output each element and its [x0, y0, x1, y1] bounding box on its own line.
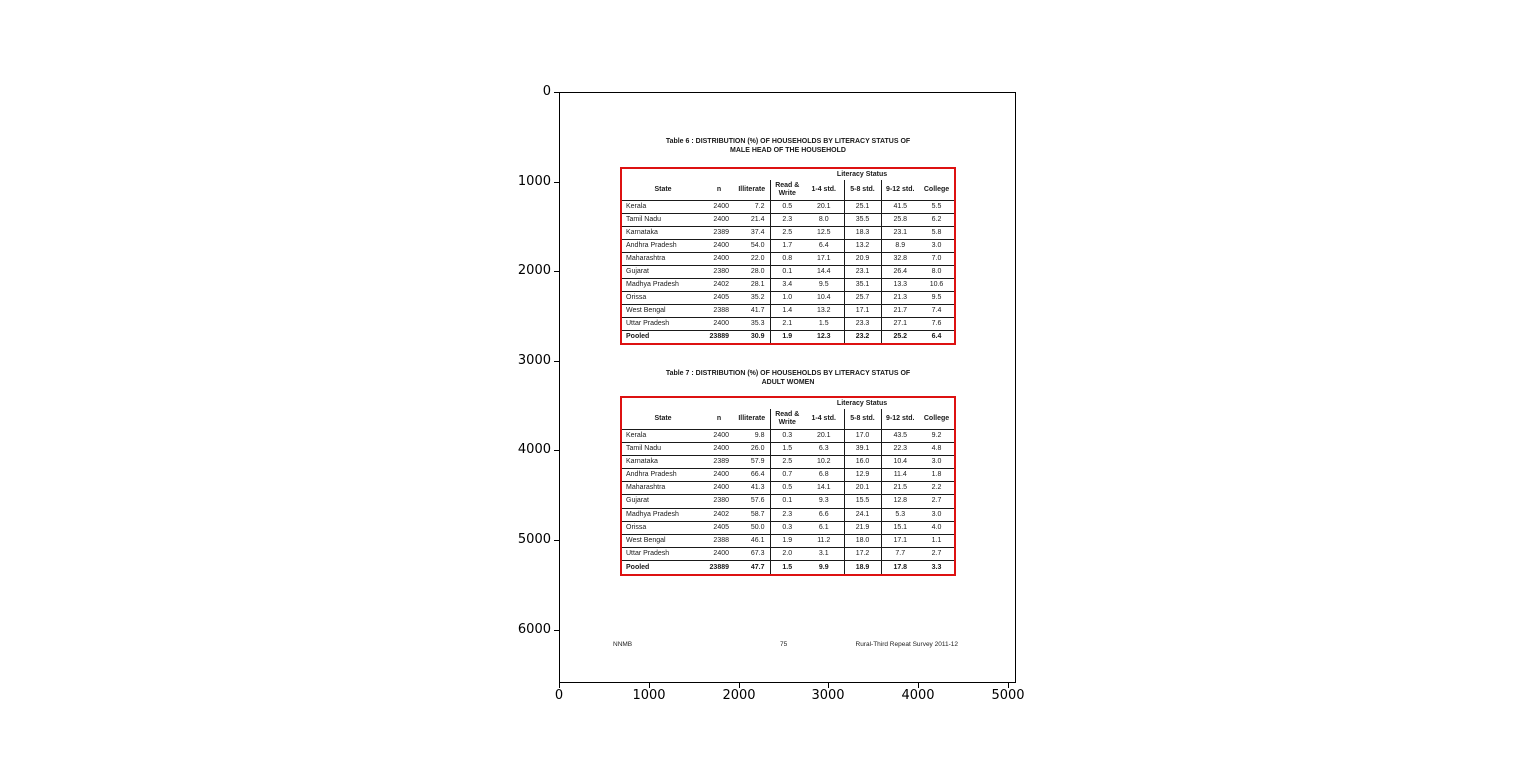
- y-tick-mark: [554, 92, 559, 93]
- col-header-state: State: [622, 180, 704, 200]
- value-cell: 26.4: [881, 265, 919, 278]
- state-cell: Maharashtra: [622, 482, 704, 495]
- state-cell: Madhya Pradesh: [622, 508, 704, 521]
- table7: [622, 398, 954, 574]
- state-cell: Orissa: [622, 291, 704, 304]
- value-cell: 2400: [704, 469, 734, 482]
- value-cell: 1.0: [770, 291, 804, 304]
- y-axis-tick-label: 6000: [517, 622, 551, 637]
- value-cell: 1.5: [770, 561, 804, 574]
- table-row: [622, 429, 954, 442]
- col-header-9-12-std: 9-12 std.: [881, 409, 919, 429]
- value-cell: 21.5: [881, 482, 919, 495]
- value-cell: 8.0: [919, 265, 954, 278]
- value-cell: 7.0: [919, 252, 954, 265]
- state-cell: Uttar Pradesh: [622, 548, 704, 561]
- footer-right-label: Rural-Third Repeat Survey 2011-12: [855, 641, 958, 648]
- value-cell: 1.9: [770, 330, 804, 343]
- value-cell: 2388: [704, 534, 734, 547]
- value-cell: 57.9: [734, 455, 770, 468]
- table-row: [622, 239, 954, 252]
- table7-title-line2: ADULT WOMEN: [761, 378, 815, 386]
- table6-title-line2: MALE HEAD OF THE HOUSEHOLD: [730, 146, 846, 154]
- value-cell: 15.1: [881, 521, 919, 534]
- state-cell: Andhra Pradesh: [622, 469, 704, 482]
- value-cell: 13.2: [804, 304, 844, 317]
- value-cell: 24.1: [844, 508, 881, 521]
- value-cell: 2400: [704, 239, 734, 252]
- value-cell: 1.8: [919, 469, 954, 482]
- value-cell: 2380: [704, 495, 734, 508]
- value-cell: 9.9: [804, 561, 844, 574]
- value-cell: 7.2: [754, 202, 765, 210]
- state-cell: Kerala: [626, 202, 647, 210]
- value-cell: 54.0: [734, 239, 770, 252]
- value-cell: 1.5: [804, 317, 844, 330]
- table-row: [622, 265, 954, 278]
- value-cell: 47.7: [734, 561, 770, 574]
- col-header-read-write: Read & Write: [770, 180, 804, 200]
- state-cell: Karnataka: [622, 455, 704, 468]
- state-cell: Gujarat: [622, 265, 704, 278]
- value-cell: 0.5: [770, 200, 804, 213]
- col-header-1-4-std: 1-4 std.: [804, 409, 844, 429]
- value-cell: 8.0: [804, 213, 844, 226]
- state-cell: West Bengal: [622, 304, 704, 317]
- table-row: [622, 469, 954, 482]
- value-cell: 1.1: [919, 534, 954, 547]
- table6-title: [608, 138, 968, 155]
- state-cell: Kerala: [626, 431, 647, 439]
- table-row: [622, 561, 954, 574]
- value-cell: 2380: [704, 265, 734, 278]
- value-cell: 35.2: [734, 291, 770, 304]
- value-cell: 2400: [704, 317, 734, 330]
- x-axis-tick-label: 1000: [632, 688, 666, 703]
- value-cell: 46.1: [734, 534, 770, 547]
- state-cell: Pooled: [622, 561, 704, 574]
- value-cell: 1.5: [770, 442, 804, 455]
- value-cell: 2405: [704, 291, 734, 304]
- value-cell: 4.8: [919, 442, 954, 455]
- value-cell: 2400: [704, 213, 734, 226]
- value-cell: 10.2: [804, 455, 844, 468]
- col-header-college: College: [919, 409, 954, 429]
- value-cell: 20.9: [844, 252, 881, 265]
- value-cell: 28.1: [734, 278, 770, 291]
- table-row: [622, 508, 954, 521]
- value-cell: 3.3: [919, 561, 954, 574]
- value-cell: 17.1: [844, 304, 881, 317]
- value-cell: 21.7: [881, 304, 919, 317]
- value-cell: 14.4: [804, 265, 844, 278]
- y-axis-tick-label: 4000: [517, 442, 551, 457]
- value-cell: 2400: [704, 482, 734, 495]
- value-cell: 8.9: [881, 239, 919, 252]
- value-cell: 21.4: [734, 213, 770, 226]
- value-cell: 5.8: [919, 226, 954, 239]
- table-row: [622, 317, 954, 330]
- value-cell: 25.1: [844, 200, 881, 213]
- table-row: [622, 200, 954, 213]
- state-cell: Andhra Pradesh: [622, 239, 704, 252]
- table-row: [622, 330, 954, 343]
- col-header-1-4-std: 1-4 std.: [804, 180, 844, 200]
- y-tick-mark: [554, 271, 559, 272]
- table-row: [622, 521, 954, 534]
- value-cell: 30.9: [734, 330, 770, 343]
- state-cell: Gujarat: [622, 495, 704, 508]
- value-cell: 27.1: [881, 317, 919, 330]
- y-axis-tick-label: 3000: [517, 353, 551, 368]
- state-cell: Maharashtra: [622, 252, 704, 265]
- y-tick-mark: [554, 361, 559, 362]
- value-cell: 13.2: [844, 239, 881, 252]
- value-cell: 16.0: [844, 455, 881, 468]
- value-cell: 25.8: [881, 213, 919, 226]
- value-cell: 2405: [704, 521, 734, 534]
- value-cell: 23.1: [881, 226, 919, 239]
- col-header-illiterate: Illiterate: [734, 180, 770, 200]
- y-tick-mark: [554, 540, 559, 541]
- col-header-5-8-std: 5-8 std.: [844, 180, 881, 200]
- value-cell: 0.1: [770, 495, 804, 508]
- x-axis-tick-label: 0: [554, 688, 564, 703]
- value-cell: 2.3: [770, 508, 804, 521]
- state-cell: Madhya Pradesh: [622, 278, 704, 291]
- value-cell: 0.5: [770, 482, 804, 495]
- value-cell: 18.9: [844, 561, 881, 574]
- value-cell: 20.1: [816, 431, 831, 439]
- value-cell: 23.1: [844, 265, 881, 278]
- value-cell: 2400: [704, 442, 734, 455]
- value-cell: 10.4: [804, 291, 844, 304]
- group-header-literacy-status: Literacy Status: [836, 399, 888, 407]
- value-cell: 5.3: [881, 508, 919, 521]
- col-header-n: n: [704, 409, 734, 429]
- table-row: [622, 252, 954, 265]
- value-cell: 7.7: [881, 548, 919, 561]
- footer-page-number: 75: [780, 641, 788, 648]
- y-tick-mark: [554, 630, 559, 631]
- value-cell: 67.3: [734, 548, 770, 561]
- value-cell: 0.3: [770, 521, 804, 534]
- value-cell: 0.7: [770, 469, 804, 482]
- x-axis-tick-label: 4000: [901, 688, 935, 703]
- col-header-state: State: [622, 409, 704, 429]
- header-spacer: [622, 169, 770, 180]
- table7-title-line1: Table 7 : DISTRIBUTION (%) OF HOUSEHOLDS BY LITERACY STATUS OF: [665, 370, 911, 377]
- value-cell: 1.7: [770, 239, 804, 252]
- state-cell: Uttar Pradesh: [622, 317, 704, 330]
- value-cell: 10.6: [919, 278, 954, 291]
- col-header-n: n: [704, 180, 734, 200]
- table-row: [622, 226, 954, 239]
- value-cell: 41.3: [734, 482, 770, 495]
- value-cell: 2400: [704, 252, 734, 265]
- value-cell: 43.5: [881, 429, 919, 442]
- header-spacer: [622, 398, 770, 409]
- value-cell: 13.3: [881, 278, 919, 291]
- value-cell: 6.4: [919, 330, 954, 343]
- col-header-college: College: [919, 180, 954, 200]
- value-cell: 9.5: [919, 291, 954, 304]
- value-cell: 2389: [704, 455, 734, 468]
- value-cell: 6.1: [804, 521, 844, 534]
- value-cell: 23.3: [844, 317, 881, 330]
- value-cell: 22.0: [734, 252, 770, 265]
- table-row: [622, 495, 954, 508]
- state-cell: Orissa: [622, 521, 704, 534]
- value-cell: 39.1: [844, 442, 881, 455]
- value-cell: 17.2: [844, 548, 881, 561]
- y-axis-tick-label: 1000: [517, 174, 551, 189]
- value-cell: 35.1: [844, 278, 881, 291]
- group-header-literacy-status: Literacy Status: [836, 170, 888, 178]
- value-cell: 23.2: [844, 330, 881, 343]
- table-row: [622, 442, 954, 455]
- value-cell: 0.1: [770, 265, 804, 278]
- table-row: [622, 291, 954, 304]
- value-cell: 37.4: [734, 226, 770, 239]
- col-header-9-12-std: 9-12 std.: [881, 180, 919, 200]
- col-header-read-write: Read & Write: [770, 409, 804, 429]
- table6: [622, 169, 954, 343]
- value-cell: 6.8: [804, 469, 844, 482]
- value-cell: 50.0: [734, 521, 770, 534]
- value-cell: 28.0: [734, 265, 770, 278]
- value-cell: 2.7: [919, 495, 954, 508]
- value-cell: 6.6: [804, 508, 844, 521]
- value-cell: 12.8: [881, 495, 919, 508]
- value-cell: 1.4: [770, 304, 804, 317]
- col-header-illiterate: Illiterate: [734, 409, 770, 429]
- table7-title: [608, 370, 968, 387]
- value-cell: 0.8: [770, 252, 804, 265]
- value-cell: 9.8: [754, 431, 765, 439]
- value-cell: 41.7: [734, 304, 770, 317]
- value-cell: 17.0: [844, 429, 881, 442]
- value-cell: 12.9: [844, 469, 881, 482]
- value-cell: 2.7: [919, 548, 954, 561]
- value-cell: 2.2: [919, 482, 954, 495]
- value-cell: 2.5: [770, 455, 804, 468]
- col-header-5-8-std: 5-8 std.: [844, 409, 881, 429]
- y-tick-mark: [554, 450, 559, 451]
- table-row: [622, 482, 954, 495]
- value-cell: 2388: [704, 304, 734, 317]
- value-cell: 26.0: [734, 442, 770, 455]
- value-cell: 14.1: [804, 482, 844, 495]
- value-cell: 35.5: [844, 213, 881, 226]
- value-cell: 9.5: [804, 278, 844, 291]
- value-cell: 6.3: [804, 442, 844, 455]
- y-axis-tick-label: 5000: [517, 532, 551, 547]
- value-cell: 21.9: [844, 521, 881, 534]
- value-cell: 4.0: [919, 521, 954, 534]
- value-cell: 2400: [713, 202, 729, 210]
- value-cell: 41.5: [881, 200, 919, 213]
- value-cell: 10.4: [881, 455, 919, 468]
- table-row: [622, 213, 954, 226]
- value-cell: 3.0: [919, 508, 954, 521]
- value-cell: 20.1: [816, 202, 831, 210]
- y-axis-tick-label: 0: [542, 84, 551, 99]
- value-cell: 2.1: [770, 317, 804, 330]
- value-cell: 7.4: [919, 304, 954, 317]
- table-row: [622, 534, 954, 547]
- state-cell: Karnataka: [622, 226, 704, 239]
- state-cell: West Bengal: [622, 534, 704, 547]
- value-cell: 23889: [704, 561, 734, 574]
- x-axis-tick-label: 2000: [722, 688, 756, 703]
- value-cell: 17.1: [804, 252, 844, 265]
- value-cell: 25.2: [881, 330, 919, 343]
- value-cell: 2.3: [770, 213, 804, 226]
- table-row: [622, 304, 954, 317]
- table7-frame: [620, 396, 956, 576]
- value-cell: 9.2: [931, 431, 942, 439]
- value-cell: 66.4: [734, 469, 770, 482]
- value-cell: 2402: [704, 508, 734, 521]
- y-axis-tick-label: 2000: [517, 263, 551, 278]
- value-cell: 12.3: [804, 330, 844, 343]
- value-cell: 57.6: [734, 495, 770, 508]
- value-cell: 35.3: [734, 317, 770, 330]
- value-cell: 32.8: [881, 252, 919, 265]
- x-axis-tick-label: 5000: [991, 688, 1025, 703]
- value-cell: 11.2: [804, 534, 844, 547]
- table6-title-line1: Table 6 : DISTRIBUTION (%) OF HOUSEHOLDS BY LITERACY STATUS OF: [665, 138, 911, 145]
- value-cell: 17.1: [881, 534, 919, 547]
- value-cell: 22.3: [881, 442, 919, 455]
- value-cell: 9.3: [804, 495, 844, 508]
- value-cell: 2389: [704, 226, 734, 239]
- value-cell: 3.4: [770, 278, 804, 291]
- value-cell: 58.7: [734, 508, 770, 521]
- state-cell: Tamil Nadu: [622, 442, 704, 455]
- value-cell: 3.0: [919, 455, 954, 468]
- table6-frame: [620, 167, 956, 345]
- value-cell: 2.5: [770, 226, 804, 239]
- value-cell: 25.7: [844, 291, 881, 304]
- value-cell: 20.1: [844, 482, 881, 495]
- value-cell: 17.8: [881, 561, 919, 574]
- value-cell: 12.5: [804, 226, 844, 239]
- table-row: [622, 455, 954, 468]
- table-row: [622, 278, 954, 291]
- state-cell: Tamil Nadu: [622, 213, 704, 226]
- value-cell: 7.6: [919, 317, 954, 330]
- table-row: [622, 548, 954, 561]
- value-cell: 18.3: [844, 226, 881, 239]
- value-cell: 1.9: [770, 534, 804, 547]
- x-axis-tick-label: 3000: [811, 688, 845, 703]
- value-cell: 6.2: [919, 213, 954, 226]
- value-cell: 3.0: [919, 239, 954, 252]
- value-cell: 0.3: [770, 429, 804, 442]
- value-cell: 21.3: [881, 291, 919, 304]
- footer-left-label: NNMB: [613, 641, 633, 648]
- value-cell: 2.0: [770, 548, 804, 561]
- y-tick-mark: [554, 182, 559, 183]
- value-cell: 18.0: [844, 534, 881, 547]
- value-cell: 11.4: [881, 469, 919, 482]
- value-cell: 2400: [713, 431, 729, 439]
- value-cell: 3.1: [804, 548, 844, 561]
- value-cell: 15.5: [844, 495, 881, 508]
- value-cell: 6.4: [804, 239, 844, 252]
- value-cell: 5.5: [931, 202, 942, 210]
- value-cell: 23889: [704, 330, 734, 343]
- value-cell: 2402: [704, 278, 734, 291]
- value-cell: 2400: [704, 548, 734, 561]
- state-cell: Pooled: [622, 330, 704, 343]
